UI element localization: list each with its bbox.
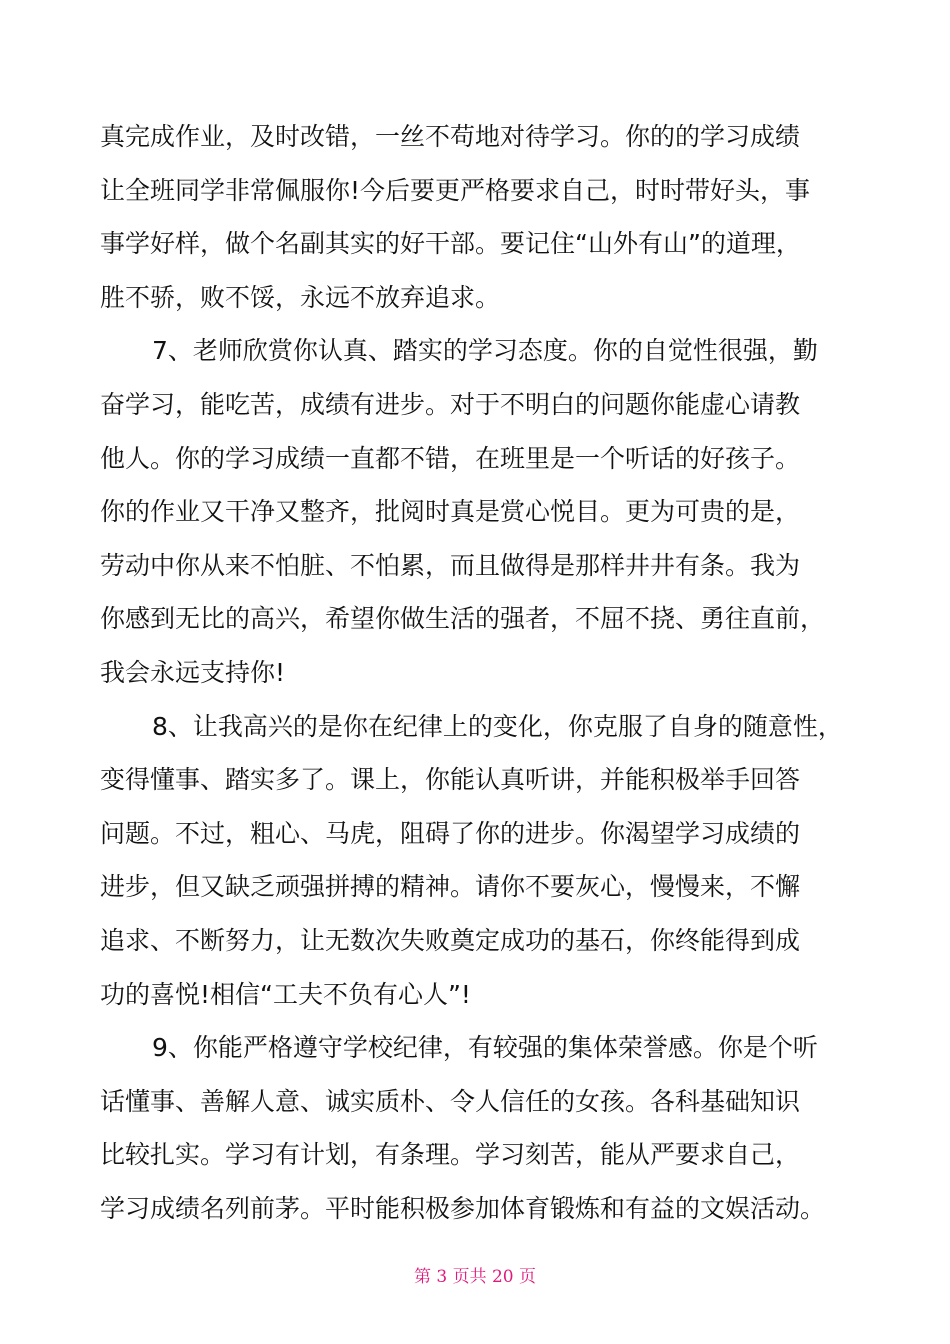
text-line: 让全班同学非常佩服你!今后要更严格要求自己，时时带好头，事 <box>100 175 811 205</box>
text-line: 学习成绩名列前茅。平时能积极参加体育锻炼和有益的文娱活动。 <box>100 1193 826 1223</box>
paragraph-start-line: 8、让我高兴的是你在纪律上的变化，你克服了自身的随意性， <box>152 711 843 741</box>
text-line: 追求、不断努力，让无数次失败奠定成功的基石，你终能得到成 <box>100 925 801 955</box>
text-line: 你感到无比的高兴，希望你做生活的强者，不屈不挠、勇往直前， <box>100 604 826 634</box>
text-line: 进步，但又缺乏顽强拼搏的精神。请你不要灰心，慢慢来，不懈 <box>100 872 801 902</box>
paragraph-start-line: 7、老师欣赏你认真、踏实的学习态度。你的自觉性很强，勤 <box>152 336 818 366</box>
text-line: 功的喜悦!相信“工夫不负有心人”! <box>100 979 471 1009</box>
text-line: 劳动中你从来不怕脏、不怕累，而且做得是那样井井有条。我为 <box>100 550 801 580</box>
text-line: 比较扎实。学习有计划，有条理。学习刻苦，能从严要求自己， <box>100 1140 801 1170</box>
text-line: 话懂事、善解人意、诚实质朴、令人信任的女孩。各科基础知识 <box>100 1086 801 1116</box>
text-line: 他人。你的学习成绩一直都不错，在班里是一个听话的好孩子。 <box>100 443 801 473</box>
text-line: 变得懂事、踏实多了。课上，你能认真听讲，并能积极举手回答 <box>100 765 801 795</box>
document-body <box>100 110 850 1235</box>
text-line: 真完成作业，及时改错，一丝不苟地对待学习。你的的学习成绩 <box>100 122 801 151</box>
text-line: 奋学习，能吃苦，成绩有进步。对于不明白的问题你能虚心请教 <box>100 389 801 419</box>
text-line: 事学好样，做个名副其实的好干部。要记住“山外有山”的道理， <box>100 229 801 259</box>
text-line: 你的作业又干净又整齐，批阅时真是赏心悦目。更为可贵的是， <box>100 497 801 527</box>
text-line: 胜不骄，败不馁，永远不放弃追求。 <box>100 282 501 312</box>
paragraph-start-line: 9、你能严格遵守学校纪律，有较强的集体荣誉感。你是个听 <box>152 1033 818 1063</box>
text-line: 我会永远支持你! <box>100 657 286 687</box>
text-line: 问题。不过，粗心、马虎，阻碍了你的进步。你渴望学习成绩的 <box>100 818 801 848</box>
page-number-footer: 第 3 页共 20 页 <box>413 1267 537 1287</box>
